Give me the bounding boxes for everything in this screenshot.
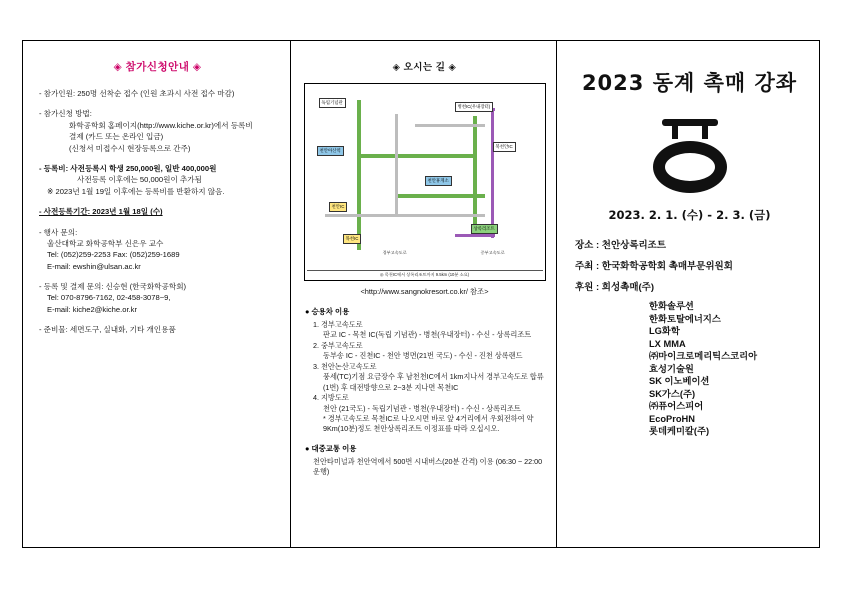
info-head: - 등록 및 결제 문의: 신승현 (한국화학공학회): [39, 282, 187, 292]
map-road-gray-3: [415, 124, 485, 127]
map-node: 천안휴게소: [425, 176, 452, 186]
map-road-purple-vertical: [491, 108, 494, 238]
info-line: 결제 (카드 또는 온라인 입금): [69, 132, 164, 142]
info-line: E-mail: ewshin@ulsan.ac.kr: [47, 261, 141, 271]
info-block-capacity: [39, 88, 276, 99]
directions-title: ◈ 오시는 길 ◈: [392, 62, 457, 73]
section-car-bullet: ● 승용차 이용: [305, 307, 350, 316]
map-road-gray-2: [395, 114, 398, 214]
map-road-vertical-2: [473, 116, 477, 226]
route-line: 동부송 IC - 진천IC - 천안 병면(21번 국도) - 수신 - 진천 상록랜드: [323, 351, 523, 361]
column-directions: [291, 41, 557, 547]
info-line: Tel: (052)259-2253 Fax: (052)259-1689: [47, 250, 180, 260]
route-line: 천안 (21국도) - 독립기념관 - 병천(우내장터) - 수신 - 상록리조트: [323, 403, 521, 413]
map-road-gray-1: [325, 214, 485, 217]
info-block-deadline: [39, 206, 276, 217]
event-place: 장소 : 천안상록리조트: [575, 240, 667, 251]
event-title: 2023 동계 촉매 강좌: [581, 71, 798, 95]
route-head: 4. 지방도로: [313, 393, 349, 403]
event-sponsor: 후원 : 희성촉매(주): [575, 282, 655, 293]
map-node: 병천IC(우내장터): [455, 102, 494, 112]
list-item: 한화토탈에너지스: [649, 313, 721, 324]
info-block-apply: [39, 108, 276, 154]
event-host: 주최 : 한국화학공학회 촉매부문위원회: [575, 261, 733, 272]
list-item: 한화솔루션: [649, 301, 694, 311]
route-head: 2. 중부고속도로: [313, 340, 363, 350]
map-link-caption: <http://www.sangnokresort.co.kr/ 참조>: [360, 287, 489, 296]
route-head: 3. 천안논산고속도로: [313, 361, 377, 371]
section-transit-bullet: ● 대중교통 이용: [305, 443, 357, 453]
info-head: - 참가인원: 250명 선착순 접수 (인원 초과시 사전 접수 마감): [39, 89, 235, 98]
map-label: 경부고속도로: [382, 250, 407, 255]
event-date: 2023. 2. 1. (수) - 2. 3. (금): [608, 208, 771, 222]
sponsor-list-wrap: [575, 300, 808, 438]
info-head: - 행사 문의:: [39, 227, 78, 237]
brochure-sheet: [22, 40, 820, 548]
list-item: 롯데케미칼(주): [649, 426, 710, 437]
kiche-logo-icon: [644, 107, 736, 199]
map-road-purple-horizontal-2: [455, 234, 495, 237]
list-item: 효성기술원: [649, 363, 694, 374]
map-node: 목천IC: [343, 234, 362, 244]
list-item: SK 이노베이션: [649, 376, 710, 387]
list-item: LG화학: [649, 326, 680, 337]
info-line: 울산대학교 화학공학부 신은우 교수: [47, 238, 164, 248]
list-item: SK가스(주): [649, 388, 696, 399]
list-item: LX MMA: [649, 338, 686, 349]
sponsor-list: [575, 300, 808, 438]
route-head: 1. 경부고속도로: [313, 320, 363, 329]
info-line: ※ 2023년 1월 19일 이후에는 등록비를 반환하지 않음.: [47, 186, 225, 196]
map-node: 천안IC: [329, 202, 348, 212]
map-scale-note: ◎ 목천IC에서 상록리조트까지 9.5km (10분 소요): [307, 270, 543, 278]
map-node: 상록리조트: [471, 224, 498, 234]
info-block-items: [39, 324, 276, 335]
info-line: 사전등록 이후에는 50,000원이 추가됨: [77, 175, 202, 185]
route-note: * 경부고속도로 목천IC로 나오시면 바로 앞 4거리에서 우회전하여 약 9Km(10분)정도 천안상록리조트 이정표를 따라 오십시오.: [323, 413, 534, 434]
info-block-fee: [39, 163, 276, 197]
info-head: - 준비물: 세면도구, 실내화, 기타 개인용품: [39, 325, 176, 335]
info-line: (신청서 미접수시 현장등록으로 간주): [69, 143, 191, 153]
column-registration-info: [23, 41, 291, 547]
route-line: 풍세(TC)기점 요금장수 후 남천천IC에서 1km지나서 경부고속도로 합류(1번) 후 대전방향으로 2~3분 지나면 목천IC: [323, 372, 544, 392]
map-node: 천안아산역: [317, 146, 344, 156]
map-node: 독립기념관: [319, 98, 346, 108]
info-head: - 참가신청 방법:: [39, 109, 92, 119]
map-road-horizontal-2: [395, 194, 485, 198]
info-block-event-contact: [39, 227, 276, 273]
info-head: - 등록비: 사전등록시 학생 250,000원, 일반 400,000원: [39, 163, 217, 173]
route-line: 판교 IC - 목천 IC(독립 기념관) - 병천(우내장터) - 수신 - 상록리조트: [323, 330, 532, 340]
map-road-vertical-1: [357, 100, 361, 250]
map-node: 북천안IC: [493, 142, 516, 152]
info-line: Tel: 070-8796-7162, 02-458-3078~9,: [47, 293, 171, 303]
list-item: ㈜퓨어스피어: [649, 401, 704, 412]
map-road-horizontal-1: [357, 154, 477, 158]
info-block-payment-contact: [39, 281, 276, 315]
list-item: ㈜마이크로메리틱스코리아: [649, 351, 758, 362]
info-head: - 사전등록기간: 2023년 1월 18일 (수): [39, 207, 163, 217]
list-item: EcoProHN: [649, 413, 695, 424]
info-line: 화학공학회 홈페이지(http://www.kiche.or.kr)에서 등록비: [69, 120, 253, 130]
map-label: 중부고속도로: [480, 250, 505, 255]
location-map: [304, 83, 546, 281]
info-line: E-mail: kiche2@kiche.or.kr: [47, 304, 138, 314]
registration-title: ◈ 참가신청안내 ◈: [113, 61, 202, 73]
column-cover: [557, 41, 820, 547]
transit-line: 천안타미널과 천안역에서 500번 시내버스(20분 간격) 이용 (06:30 ~ 22:00 운행): [313, 456, 543, 477]
